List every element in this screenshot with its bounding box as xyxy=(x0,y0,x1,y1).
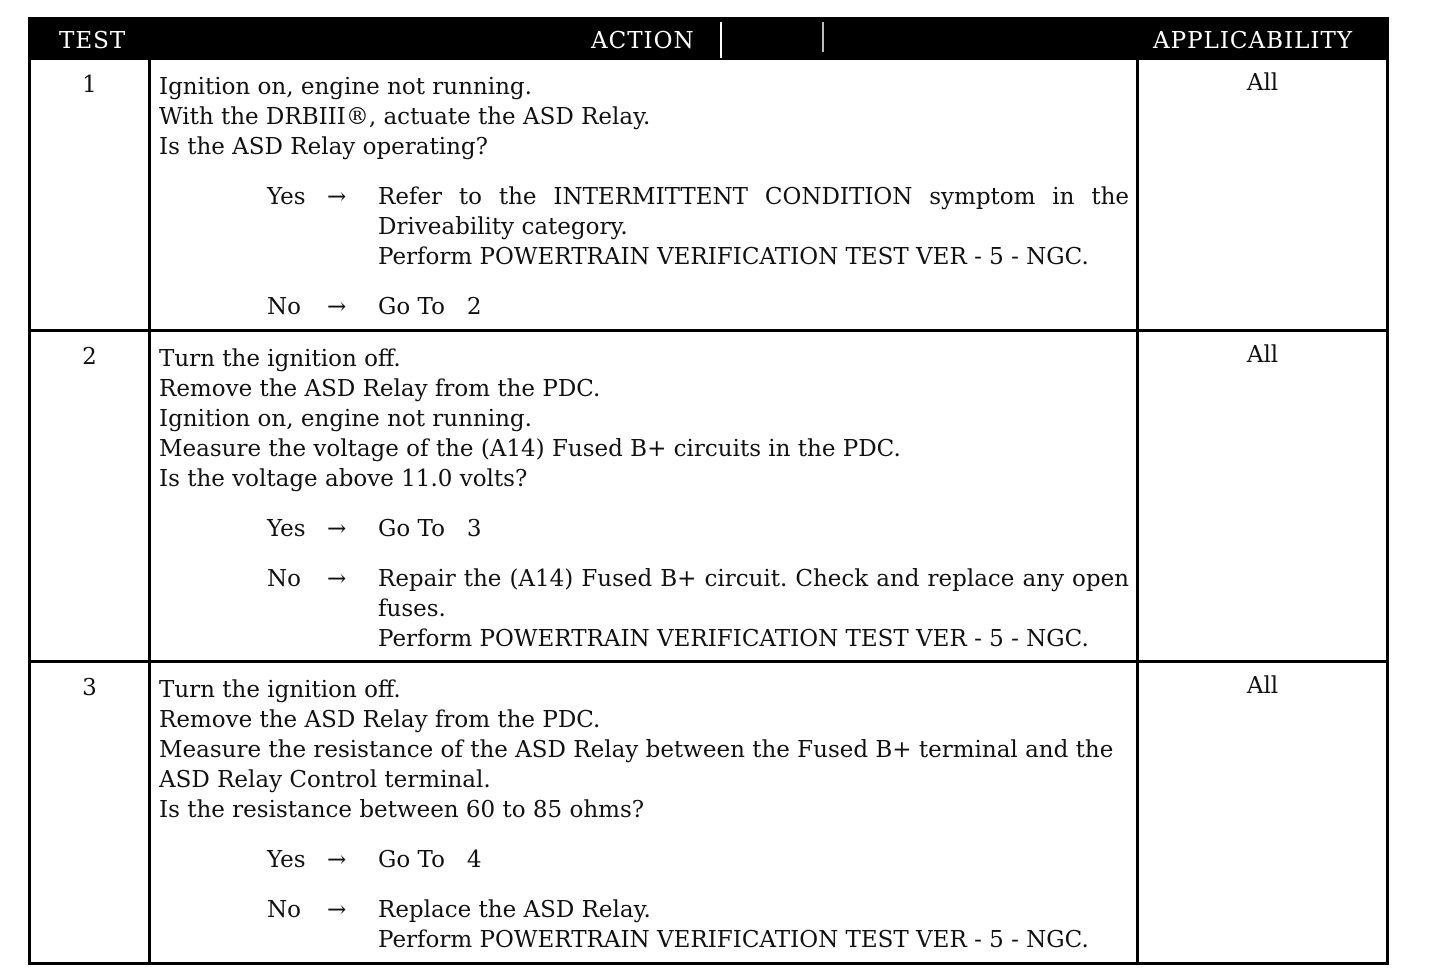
option-line: Go To 4 xyxy=(378,847,482,873)
option-line: Perform POWERTRAIN VERIFICATION TEST VER - 5 - NGC. xyxy=(378,244,1089,270)
test-number: 1 xyxy=(82,72,97,98)
table-row xyxy=(31,329,1386,661)
header-divider xyxy=(822,22,824,52)
action-line: ASD Relay Control terminal. xyxy=(159,767,491,793)
option-line: Refer to the INTERMITTENT CONDITION symptom in the xyxy=(378,184,1129,210)
action-line: Is the resistance between 60 to 85 ohms? xyxy=(159,797,645,823)
no-label: No xyxy=(267,294,301,320)
option-line: Driveability category. xyxy=(378,214,628,240)
arrow-icon: → xyxy=(327,897,347,923)
header-test: TEST xyxy=(59,28,127,54)
no-label: No xyxy=(267,566,301,592)
action-line: Measure the voltage of the (A14) Fused B+ circuits in the PDC. xyxy=(159,436,901,462)
test-number: 3 xyxy=(82,675,97,701)
arrow-icon: → xyxy=(327,516,347,542)
arrow-icon: → xyxy=(327,847,347,873)
applicability: All xyxy=(1246,342,1279,368)
option-line: Perform POWERTRAIN VERIFICATION TEST VER - 5 - NGC. xyxy=(378,927,1089,953)
action-line: Remove the ASD Relay from the PDC. xyxy=(159,376,601,402)
action-line: Turn the ignition off. xyxy=(159,346,401,372)
table-header xyxy=(31,20,1386,60)
action-line: Measure the resistance of the ASD Relay between the Fused B+ terminal and the xyxy=(159,737,1114,763)
test-number: 2 xyxy=(82,344,97,370)
action-line: Ignition on, engine not running. xyxy=(159,74,532,100)
yes-label: Yes xyxy=(267,847,306,873)
arrow-icon: → xyxy=(327,566,347,592)
action-text xyxy=(159,675,1129,825)
option-line: Go To 3 xyxy=(378,516,482,542)
arrow-icon: → xyxy=(327,294,347,320)
arrow-icon: → xyxy=(327,184,347,210)
action-line: Remove the ASD Relay from the PDC. xyxy=(159,707,601,733)
action-line: Is the ASD Relay operating? xyxy=(159,134,488,160)
header-divider xyxy=(720,22,722,58)
action-text xyxy=(159,72,1129,162)
action-line: With the DRBIII®, actuate the ASD Relay. xyxy=(159,104,651,130)
header-applicability: APPLICABILITY xyxy=(1153,28,1353,54)
applicability: All xyxy=(1246,70,1279,96)
header-action: ACTION xyxy=(591,28,695,54)
table-row xyxy=(31,660,1386,965)
applicability: All xyxy=(1246,673,1279,699)
diagnostic-test-table xyxy=(28,17,1389,965)
action-line: Is the voltage above 11.0 volts? xyxy=(159,466,528,492)
yes-label: Yes xyxy=(267,516,306,542)
option-line: fuses. xyxy=(378,596,446,622)
option-line: Go To 2 xyxy=(378,294,482,320)
no-label: No xyxy=(267,897,301,923)
action-text xyxy=(159,344,1129,494)
option-line: Perform POWERTRAIN VERIFICATION TEST VER - 5 - NGC. xyxy=(378,626,1089,652)
table-row xyxy=(31,60,1386,332)
action-line: Ignition on, engine not running. xyxy=(159,406,532,432)
option-line: Repair the (A14) Fused B+ circuit. Check and replace any open xyxy=(378,566,1129,592)
action-line: Turn the ignition off. xyxy=(159,677,401,703)
option-line: Replace the ASD Relay. xyxy=(378,897,651,923)
yes-label: Yes xyxy=(267,184,306,210)
